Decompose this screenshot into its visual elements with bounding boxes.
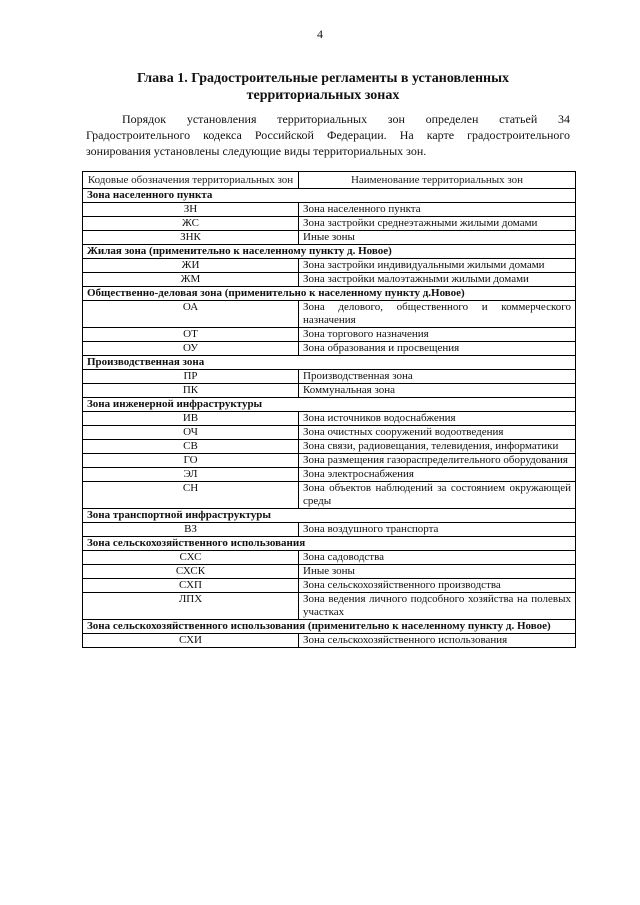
zone-row bbox=[83, 203, 576, 217]
chapter-title-line-1: Глава 1. Градостроительные регламенты в установленных bbox=[136, 71, 510, 86]
zone-name: Зона воздушного транспорта bbox=[299, 523, 576, 537]
zone-name: Зона застройки индивидуальными жилыми домами bbox=[299, 259, 576, 273]
zone-code: СВ bbox=[83, 440, 299, 454]
zone-row bbox=[83, 579, 576, 593]
header-row bbox=[83, 172, 576, 189]
zone-name: Зона очистных сооружений водоотведения bbox=[299, 426, 576, 440]
zone-row bbox=[83, 468, 576, 482]
zone-name: Иные зоны bbox=[299, 565, 576, 579]
zone-code: ЖС bbox=[83, 217, 299, 231]
zone-row bbox=[83, 482, 576, 509]
section-title: Зона населенного пункта bbox=[83, 189, 576, 203]
intro-paragraph: Порядок установления территориальных зон определен статьей 34 Градостроительного кодекса Российской Федерации. На карте градостроительного зонирования установлены следующие виды территориальных зон. bbox=[86, 112, 570, 158]
zone-name: Иные зоны bbox=[299, 231, 576, 245]
section-row bbox=[83, 189, 576, 203]
zone-row bbox=[83, 440, 576, 454]
section-title: Зона транспортной инфраструктуры bbox=[83, 509, 576, 523]
zone-name: Зона сельскохозяйственного использования bbox=[299, 634, 576, 648]
zones-table bbox=[82, 171, 576, 648]
zone-code: СХП bbox=[83, 579, 299, 593]
zone-row bbox=[83, 370, 576, 384]
section-title: Общественно-деловая зона (применительно к населенному пункту д.Новое) bbox=[83, 287, 576, 301]
zone-code: ЭЛ bbox=[83, 468, 299, 482]
zone-row bbox=[83, 301, 576, 328]
zone-row bbox=[83, 426, 576, 440]
zone-row bbox=[83, 231, 576, 245]
zone-name: Зона связи, радиовещания, телевидения, информатики bbox=[299, 440, 576, 454]
zone-row bbox=[83, 273, 576, 287]
zone-name: Зона застройки малоэтажными жилыми домами bbox=[299, 273, 576, 287]
zone-code: ПР bbox=[83, 370, 299, 384]
zone-row bbox=[83, 454, 576, 468]
page-number: 4 bbox=[317, 27, 323, 41]
zone-row bbox=[83, 523, 576, 537]
zone-code: ЗНК bbox=[83, 231, 299, 245]
zone-code: ЛПХ bbox=[83, 593, 299, 620]
zones-table-body bbox=[83, 189, 576, 648]
section-row bbox=[83, 509, 576, 523]
section-title: Зона сельскохозяйственного использования (применительно к населенному пункту д. Новое) bbox=[83, 620, 576, 634]
zone-row bbox=[83, 342, 576, 356]
section-title: Зона сельскохозяйственного использования bbox=[83, 537, 576, 551]
zone-code: ОА bbox=[83, 301, 299, 328]
zone-name: Коммунальная зона bbox=[299, 384, 576, 398]
zone-code: ГО bbox=[83, 454, 299, 468]
zone-row bbox=[83, 217, 576, 231]
zone-name: Зона сельскохозяйственного производства bbox=[299, 579, 576, 593]
zone-code: ОУ bbox=[83, 342, 299, 356]
zone-row bbox=[83, 565, 576, 579]
section-row bbox=[83, 620, 576, 634]
zone-name: Производственная зона bbox=[299, 370, 576, 384]
zone-code: ПК bbox=[83, 384, 299, 398]
section-row bbox=[83, 537, 576, 551]
section-title: Зона инженерной инфраструктуры bbox=[83, 398, 576, 412]
zone-name: Зона размещения газораспределительного оборудования bbox=[299, 454, 576, 468]
zone-row bbox=[83, 551, 576, 565]
section-row bbox=[83, 287, 576, 301]
zone-code: СХИ bbox=[83, 634, 299, 648]
zone-name: Зона садоводства bbox=[299, 551, 576, 565]
section-row bbox=[83, 398, 576, 412]
zone-row bbox=[83, 384, 576, 398]
zone-code: СХСК bbox=[83, 565, 299, 579]
zone-row bbox=[83, 634, 576, 648]
zone-name: Зона застройки среднеэтажными жилыми домами bbox=[299, 217, 576, 231]
section-row bbox=[83, 356, 576, 370]
zone-name: Зона образования и просвещения bbox=[299, 342, 576, 356]
zone-code: ИВ bbox=[83, 412, 299, 426]
header-code-cell: Кодовые обозначения территориальных зон bbox=[83, 172, 299, 189]
zone-code: ЖМ bbox=[83, 273, 299, 287]
zone-row bbox=[83, 328, 576, 342]
section-title: Производственная зона bbox=[83, 356, 576, 370]
zone-code: ВЗ bbox=[83, 523, 299, 537]
zone-code: ЗН bbox=[83, 203, 299, 217]
zone-name: Зона объектов наблюдений за состоянием окружающей среды bbox=[299, 482, 576, 509]
zone-name: Зона населенного пункта bbox=[299, 203, 576, 217]
zone-name: Зона источников водоснабжения bbox=[299, 412, 576, 426]
zone-code: ОЧ bbox=[83, 426, 299, 440]
zone-name: Зона ведения личного подсобного хозяйства на полевых участках bbox=[299, 593, 576, 620]
chapter-title-line-2: территориальных зонах bbox=[246, 88, 400, 103]
zone-code: ЖИ bbox=[83, 259, 299, 273]
zone-name: Зона делового, общественного и коммерческого назначения bbox=[299, 301, 576, 328]
zone-code: ОТ bbox=[83, 328, 299, 342]
chapter-title bbox=[88, 70, 558, 104]
zone-name: Зона электроснабжения bbox=[299, 468, 576, 482]
zone-code: СН bbox=[83, 482, 299, 509]
zone-row bbox=[83, 259, 576, 273]
zone-row bbox=[83, 593, 576, 620]
section-row bbox=[83, 245, 576, 259]
zone-name: Зона торгового назначения bbox=[299, 328, 576, 342]
section-title: Жилая зона (применительно к населенному пункту д. Новое) bbox=[83, 245, 576, 259]
header-name-cell: Наименование территориальных зон bbox=[299, 172, 576, 189]
zone-code: СХС bbox=[83, 551, 299, 565]
zones-table-header bbox=[83, 172, 576, 189]
zone-row bbox=[83, 412, 576, 426]
